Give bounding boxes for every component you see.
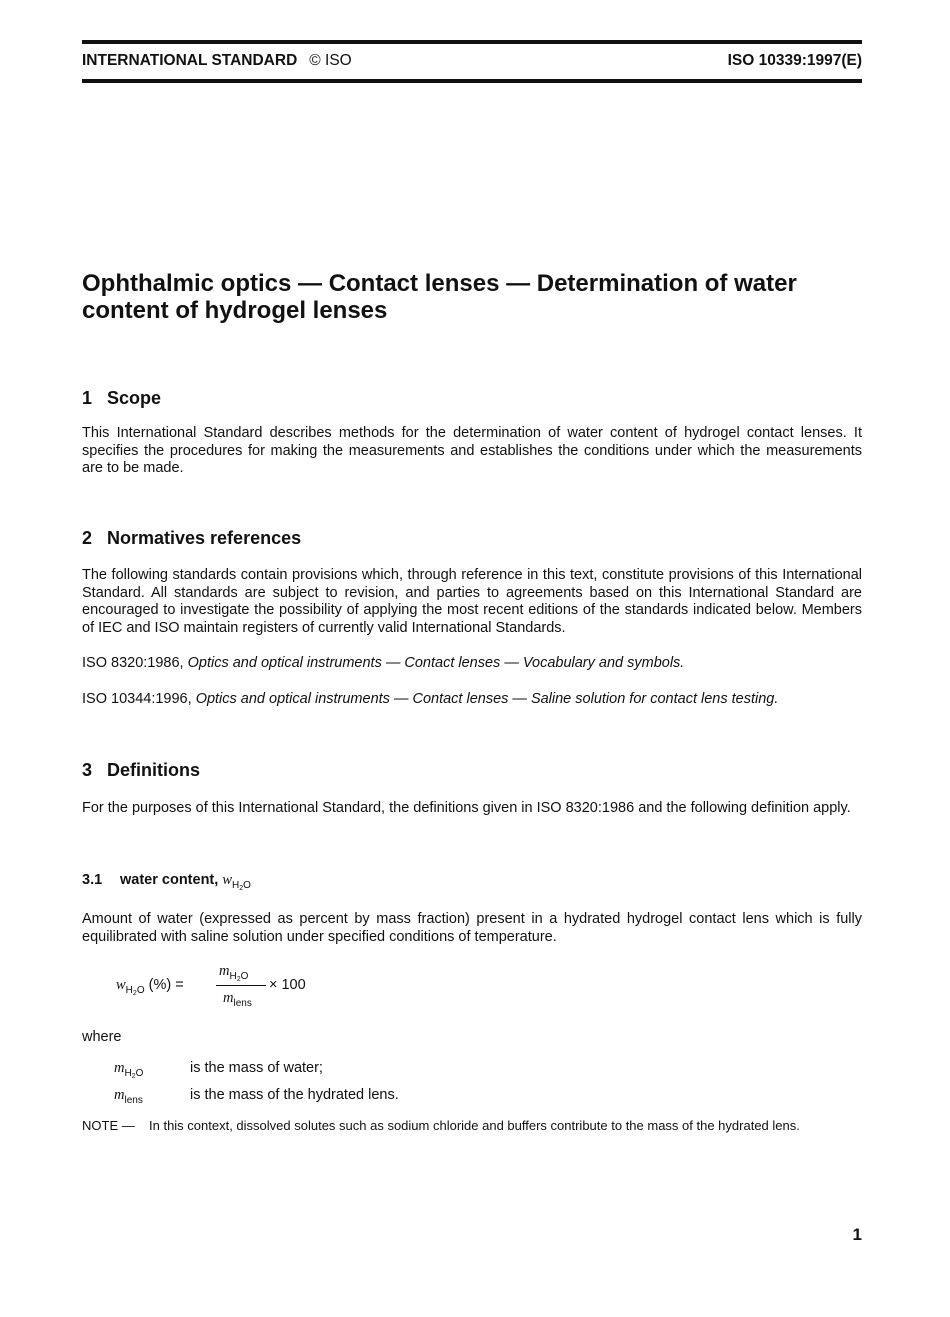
section-number: 3 — [82, 760, 93, 780]
note-label: NOTE — — [82, 1118, 135, 1133]
section-number: 1 — [82, 388, 93, 408]
definition-number: 3.1 — [82, 872, 103, 888]
variable-definition — [114, 1087, 399, 1106]
section-title: Scope — [107, 388, 162, 408]
reference-item — [82, 655, 684, 671]
document-page — [82, 0, 862, 1317]
section-3-heading — [82, 760, 200, 781]
header-top-rule — [82, 40, 862, 44]
header-standard-label: INTERNATIONAL STANDARD — [82, 52, 298, 69]
running-header — [82, 52, 862, 74]
variable-description: is the mass of the hydrated lens. — [190, 1087, 399, 1103]
section-2-text: The following standards contain provisions which, through reference in this text, constitute provisions of this International Standard. All standards are subject to revision, and parties to agreements based on this International Standard are encouraged to investigate the possibility of applying the most recent editions of the standards indicated below. Members of IEC and ISO maintain registers of currently valid International Standards. — [82, 567, 862, 636]
title-line-2: content of hydrogel lenses — [82, 297, 388, 324]
formula-denominator: $m_{lens}$ — [223, 990, 252, 1009]
formula-multiplier: × 100 — [269, 977, 306, 993]
section-3-text: For the purposes of this International Standard, the definitions given in ISO 8320:1986 and the following definition apply. — [82, 800, 851, 816]
reference-id: ISO 8320:1986, — [82, 655, 184, 671]
header-label-group — [82, 52, 352, 70]
formula-numerator: $m_{H_2O}$ — [219, 963, 249, 983]
header-document-id: ISO 10339:1997(E) — [727, 52, 862, 69]
where-label: where — [82, 1029, 122, 1045]
water-content-formula — [116, 963, 316, 1013]
document-title — [82, 270, 842, 324]
page-number: 1 — [852, 1225, 862, 1244]
formula-lhs: $w_{H_2O}$ (%) = — [116, 977, 184, 997]
reference-item — [82, 691, 778, 707]
header-bottom-rule — [82, 79, 862, 83]
header-copyright: © ISO — [309, 52, 352, 69]
section-1-text: This International Standard describes methods for the determination of water content of hydrogel contact lenses. It specifies the procedures for making the measurements and establishes the conditions under which the measurements are to be made. — [82, 425, 862, 476]
section-1-heading — [82, 388, 161, 409]
definition-symbol: $w_{H_2O}$ — [222, 872, 251, 892]
section-title: Normatives references — [107, 528, 302, 548]
title-line-1: Ophthalmic optics — Contact lenses — Determination of water — [82, 270, 797, 297]
note-text: In this context, dissolved solutes such as sodium chloride and buffers contribute to the mass of the hydrated lens. — [149, 1118, 800, 1133]
reference-title: Optics and optical instruments — Contact lenses — Vocabulary and symbols. — [187, 655, 685, 671]
section-number: 2 — [82, 528, 93, 548]
note — [82, 1118, 800, 1133]
variable-description: is the mass of water; — [190, 1060, 323, 1076]
variable-symbol: $m_{lens}$ — [114, 1087, 143, 1106]
reference-id: ISO 10344:1996, — [82, 691, 192, 707]
fraction-bar — [216, 985, 266, 986]
variable-definition — [114, 1060, 323, 1080]
definition-text: Amount of water (expressed as percent by mass fraction) present in a hydrated hydrogel contact lens which is fully equilibrated with saline solution under specified conditions of temperature. — [82, 911, 862, 945]
variable-symbol: $m_{H_2O}$ — [114, 1060, 144, 1080]
section-title: Definitions — [107, 760, 200, 780]
definition-term: water content, — [120, 872, 219, 888]
definition-heading — [82, 872, 251, 892]
reference-title: Optics and optical instruments — Contact lenses — Saline solution for contact lens testing. — [195, 691, 779, 707]
section-2-heading — [82, 528, 301, 549]
